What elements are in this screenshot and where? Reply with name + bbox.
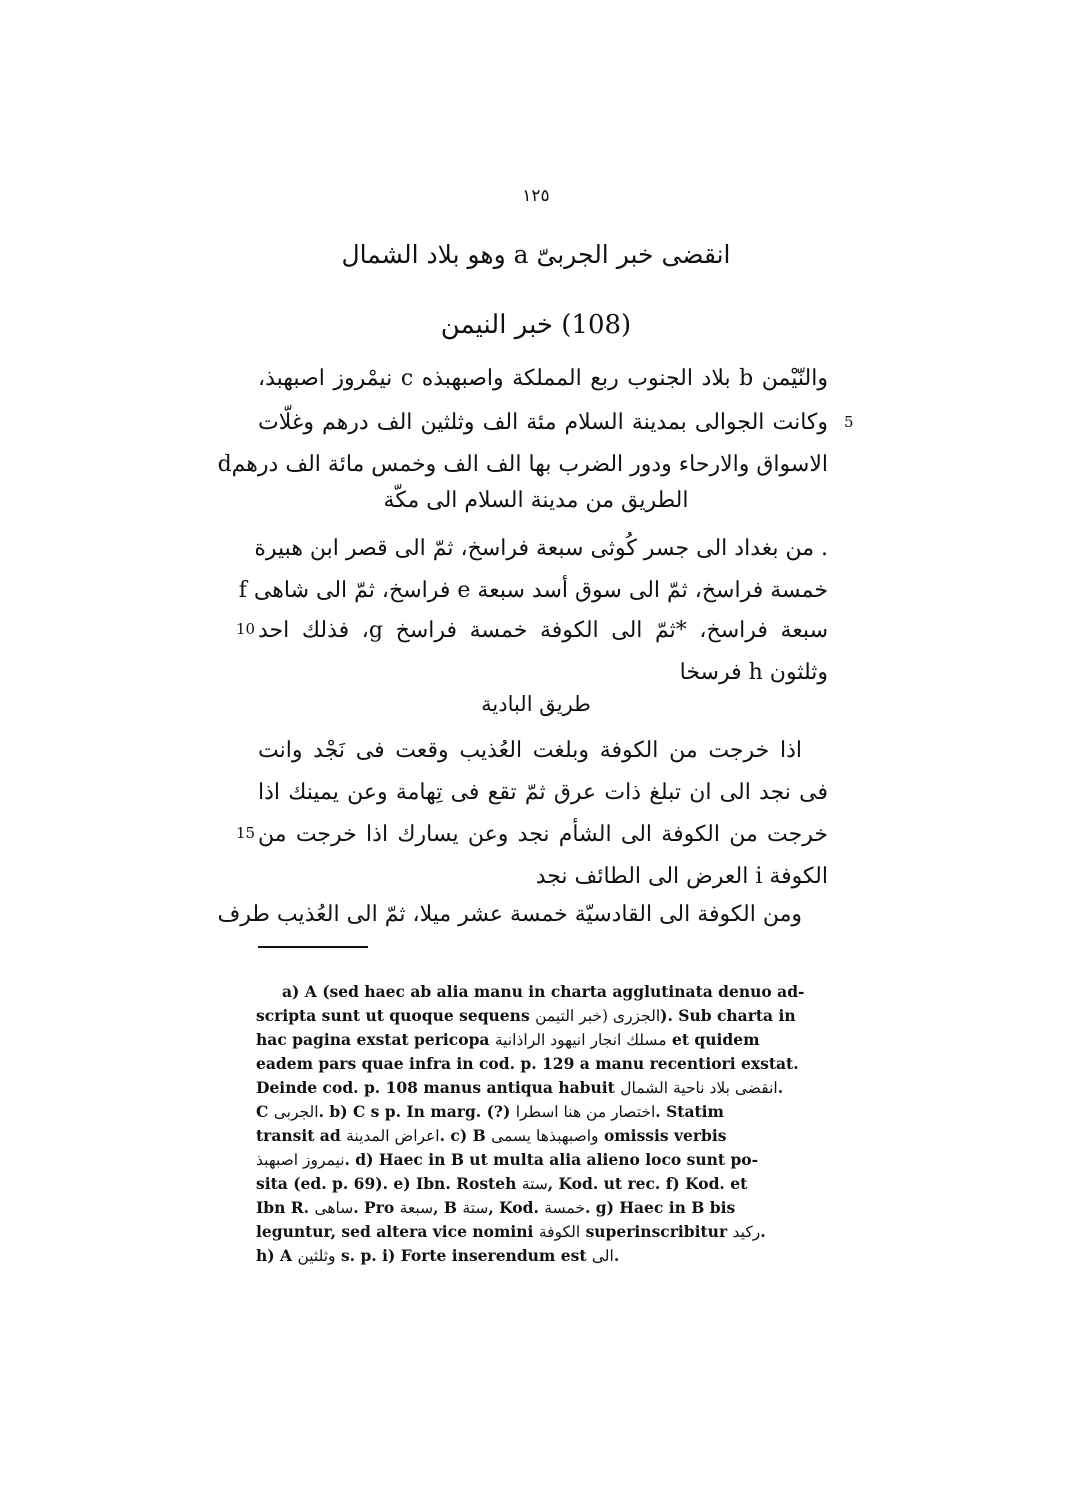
footnote-text: omissis verbis [603,1126,727,1145]
footnote-text: hac pagina exstat pericopa [256,1030,490,1049]
footnote-text: et quidem [671,1030,760,1049]
footnote-line [256,1172,846,1196]
footnote-arabic: نيمروز اصبهبذ [256,1151,345,1169]
footnote-text: leguntur, sed altera vice nomini [256,1222,534,1241]
footnote-arabic: الى [591,1247,614,1265]
text-line: فى نجد الى ان تبلغ ذات عرق ثمّ تقع فى تِهامة وعن يمينك اذا [258,780,828,805]
footnote-arabic: الجزرى (خبر التيمن [535,1007,661,1025]
footnote-line [256,1028,846,1052]
footnote-text: ). Sub charta in [660,1006,796,1025]
footnotes [256,980,846,1268]
footnote-text: Deinde cod. p. 108 manus antiqua habuit [256,1078,615,1097]
footnote-arabic: خمسة [544,1199,585,1217]
footnote-arabic: واصبهبذها يسمى [491,1127,599,1145]
footnote-text: eadem pars quae infra in cod. p. 129 a manu recentiori exstat. [256,1054,799,1073]
footnote-line [256,1004,846,1028]
text-line: والنّيْمن b بلاد الجنوب ربع المملكة واصبهبذه c نيمْروز اصبهبذ، [258,366,828,391]
footnote-line: h) A وثلثين s. p. i) Forte inserendum est الى. [256,1246,620,1265]
footnote-arabic: ركيد [732,1223,761,1241]
text-line: اذا خرجت من الكوفة وبلغت العُذيب وقعت فى نَجْد وانت [258,738,802,763]
footnote-arabic: وثلثين [297,1247,336,1265]
footnote-rule [258,946,368,948]
footnote-line [256,1052,846,1076]
footnote-text: . g) Haec in B bis [584,1198,736,1217]
footnote-text: transit ad [256,1126,341,1145]
line-number: 15 [236,824,256,842]
text-line: الكوفة i العرض الى الطائف نجد [535,864,828,889]
text-line: ومن الكوفة الى القادسيّة خمسة عشر ميلا، ثمّ الى العُذيب طرف [217,902,802,927]
footnote-arabic: انقضى بلاد ناحية الشمال [620,1079,778,1097]
text-line: . من بغداد الى جسر كُوثى سبعة فراسخ، ثمّ الى قصر ابن هبيرة [254,536,828,561]
page-number: ١٢٥ [522,186,550,206]
footnote-line [256,1148,846,1172]
subheading: طريق البادية [481,692,591,716]
footnote-text: a) A (sed haec ab alia manu in charta agglutinata denuo ad- [282,982,805,1001]
footnote-text: , Kod. [488,1198,539,1217]
footnote-arabic: اعراض المدينة [346,1127,440,1145]
footnote-arabic: ستة [462,1199,489,1217]
footnote-text: . c) B [439,1126,486,1145]
footnote-line: Deinde cod. p. 108 manus antiqua habuit انقضى بلاد ناحية الشمال. [256,1078,784,1097]
footnote-text: . d) Haec in B ut multa alia alieno loco sunt po- [344,1150,759,1169]
footnote-text: Ibn R. [256,1198,310,1217]
footnote-line [256,1124,846,1148]
text-line: خمسة فراسخ، ثمّ الى سوق أسد سبعة e فراسخ، ثمّ الى شاهى f [238,578,828,603]
footnote-text: , B [433,1198,457,1217]
footnote-arabic: ساهى [314,1199,354,1217]
footnote-arabic: ستة [521,1175,548,1193]
footnote-arabic: الكوفة [538,1223,581,1241]
footnote-line [256,980,846,1004]
text-line: وثلثون h فرسخا [679,660,828,685]
footnote-arabic: اختصار من هنا اسطرا [515,1103,656,1121]
chapter-heading: انقضى خبر الجربىّ a وهو بلاد الشمال [341,240,731,269]
line-number: 10 [236,620,256,638]
footnote-arabic: مسلك انجار انيهود الراذانية [494,1031,667,1049]
footnote-line [256,1100,846,1124]
footnote-text: s. p. i) Forte inserendum est [340,1246,587,1265]
footnote-text: sita (ed. p. 69). e) Ibn. Rosteh [256,1174,517,1193]
footnote-line: leguntur, sed altera vice nomini الكوفة superinscribitur ركيد. [256,1222,766,1241]
footnote-text: superinscribitur [585,1222,728,1241]
footnote-text: h) A [256,1246,293,1265]
text-line: سبعة فراسخ، *ثمّ الى الكوفة خمسة فراسخ g، فذلك احد [258,618,828,643]
footnote-text: . Pro [353,1198,395,1217]
footnote-line [256,1196,846,1220]
footnote-arabic: الجربى [273,1103,319,1121]
footnote-arabic: سبعة [399,1199,434,1217]
text-line: الاسواق والارحاء ودور الضرب بها الف الف وخمس مائة الف درهمd [217,452,828,477]
text-line: وكانت الجوالى بمدينة السلام مئة الف وثلثين الف درهم وغلّات [258,410,828,435]
footnote-text: . Statim [655,1102,724,1121]
footnote-text: , Kod. ut rec. f) Kod. et [547,1174,748,1193]
line-number: 5 [844,413,854,431]
subheading: الطريق من مدينة السلام الى مكّة [383,488,689,513]
section-title: (108) خبر النيمن [440,310,632,340]
footnote-text: . b) C s p. In marg. (?) [318,1102,511,1121]
text-line: خرجت من الكوفة الى الشأم نجد وعن يسارك اذا خرجت من [258,822,828,847]
footnote-text: C [256,1102,269,1121]
footnote-text: scripta sunt ut quoque sequens [256,1006,530,1025]
